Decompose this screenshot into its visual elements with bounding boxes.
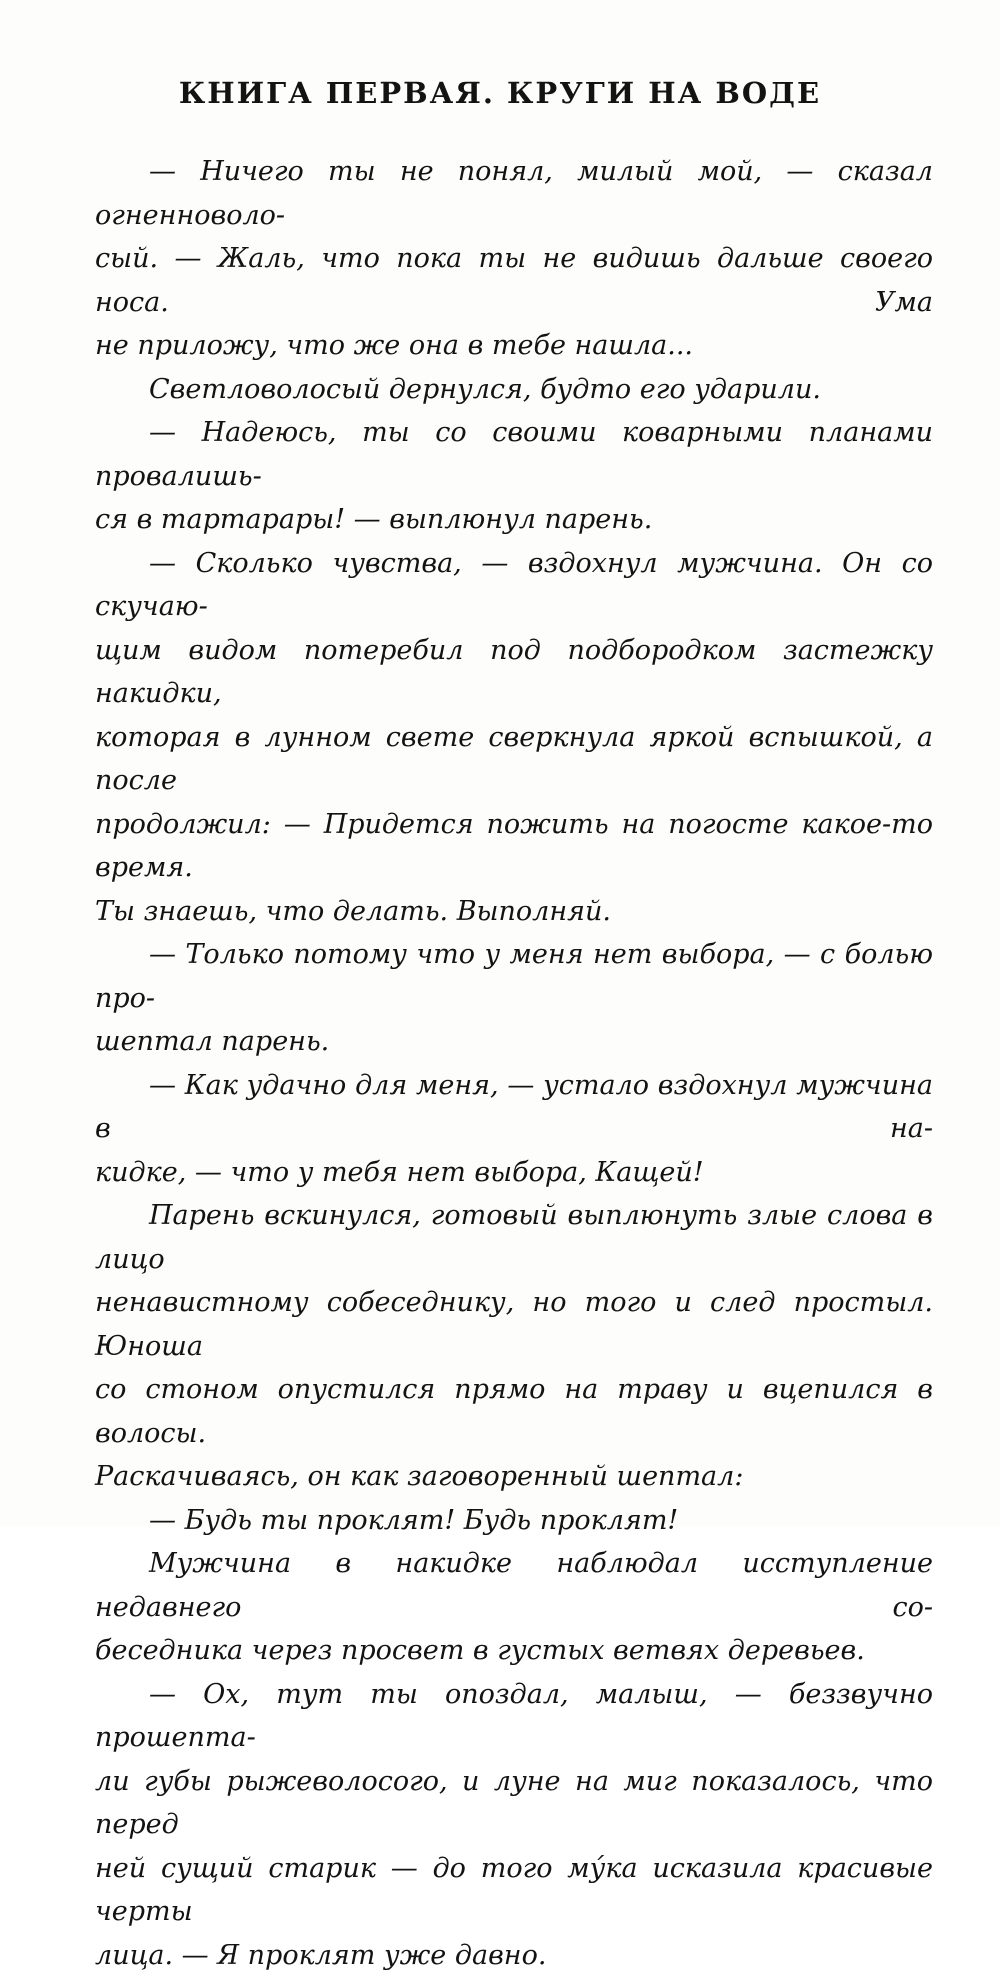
text-line: кидке, — что у тебя нет выбора, Кащей! (95, 1151, 933, 1195)
text-line: которая в лунном свете сверкнула яркой вспышкой, а после (95, 716, 933, 803)
text-line: ся в тартарары! — выплюнул парень. (95, 498, 933, 542)
paragraph (95, 1673, 933, 1977)
body-text (95, 150, 933, 1977)
paragraph (95, 933, 933, 1064)
text-line: Парень вскинулся, готовый выплюнуть злые слова в лицо (95, 1194, 933, 1281)
text-line: — Как удачно для меня, — устало вздохнул мужчина в на- (95, 1064, 933, 1151)
paragraph (95, 1064, 933, 1195)
text-line: — Ох, тут ты опоздал, малыш, — беззвучно прошепта- (95, 1673, 933, 1760)
text-line: продолжил: — Придется пожить на погосте какое-то время. (95, 803, 933, 890)
text-line: Раскачиваясь, он как заговоренный шептал: (95, 1455, 933, 1499)
text-line: ней сущий старик — до того му́ка исказила красивые черты (95, 1847, 933, 1934)
paragraph (95, 411, 933, 542)
paragraph (95, 1499, 933, 1543)
paragraph (95, 542, 933, 934)
paragraph (95, 150, 933, 368)
text-line: — Ничего ты не понял, милый мой, — сказал огненноволо- (95, 150, 933, 237)
text-line: лица. — Я проклят уже давно. (95, 1934, 933, 1977)
text-line: Ты знаешь, что делать. Выполняй. (95, 890, 933, 934)
text-line: — Будь ты проклят! Будь проклят! (95, 1499, 933, 1543)
text-line: Светловолосый дернулся, будто его ударили. (95, 368, 933, 412)
text-line: ненавистному собеседнику, но того и след простыл. Юноша (95, 1281, 933, 1368)
paragraph (95, 1194, 933, 1499)
text-line: шептал парень. (95, 1020, 933, 1064)
paragraph (95, 1542, 933, 1673)
text-line: не приложу, что же она в тебе нашла... (95, 324, 933, 368)
text-line: сый. — Жаль, что пока ты не видишь дальше своего носа. Ума (95, 237, 933, 324)
text-line: со стоном опустился прямо на траву и вцепился в волосы. (95, 1368, 933, 1455)
text-line: Мужчина в накидке наблюдал исступление недавнего со- (95, 1542, 933, 1629)
text-line: — Сколько чувства, — вздохнул мужчина. Он со скучаю- (95, 542, 933, 629)
paragraph (95, 368, 933, 412)
text-line: беседника через просвет в густых ветвях деревьев. (95, 1629, 933, 1673)
text-line: — Только потому что у меня нет выбора, — с болью про- (95, 933, 933, 1020)
chapter-title: КНИГА ПЕРВАЯ. КРУГИ НА ВОДЕ (0, 76, 1000, 110)
text-line: щим видом потеребил под подбородком застежку накидки, (95, 629, 933, 716)
text-line: — Надеюсь, ты со своими коварными планами провалишь- (95, 411, 933, 498)
text-line: ли губы рыжеволосого, и луне на миг показалось, что перед (95, 1760, 933, 1847)
